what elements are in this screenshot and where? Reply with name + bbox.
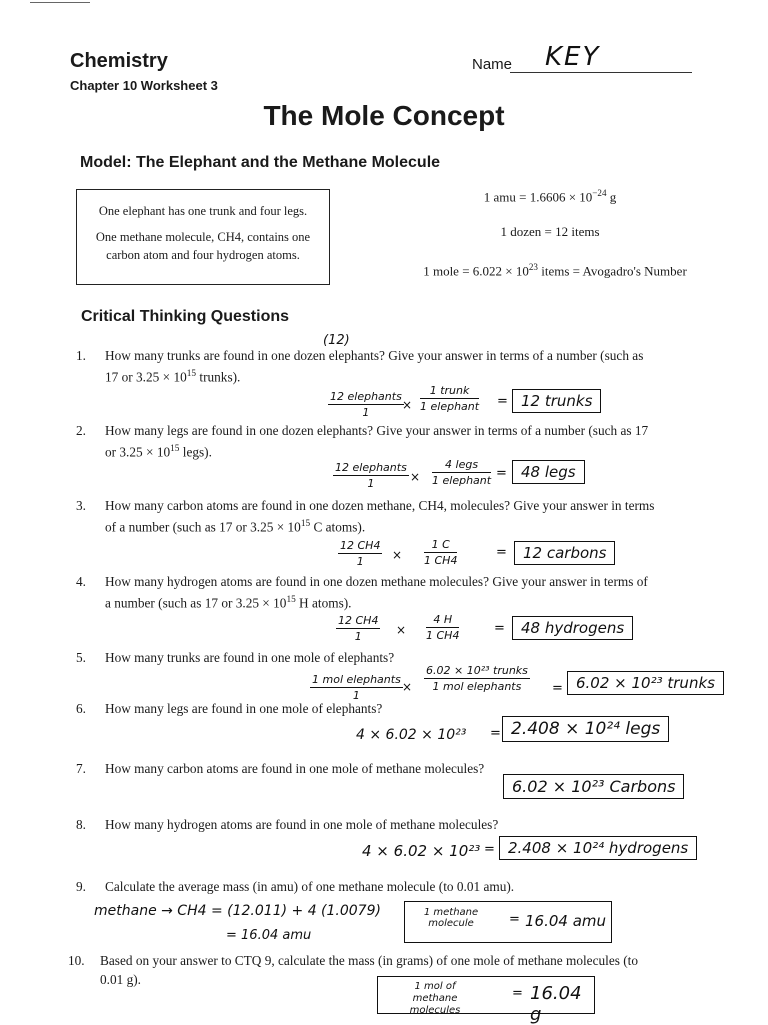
question-6: 6. How many legs are found in one mole of elephants?	[76, 701, 383, 716]
q2-equals: =	[496, 466, 507, 481]
q8-answer: 2.408 × 10²⁴ hydrogens	[499, 836, 697, 860]
q1-times: ×	[402, 398, 413, 412]
ctq-title: Critical Thinking Questions	[81, 308, 290, 325]
question-4: 4. How many hydrogen atoms are found in one dozen methane molecules? Give your answer in terms of a number (such as 17 or $3.25 \times 10^{15}$ H atoms).	[76, 574, 648, 611]
fact-amu: 1 amu = $1.6606 \times 10^{-24}$ g	[483, 188, 617, 205]
subject-title: Chemistry	[70, 50, 168, 72]
q10-equals: =	[512, 986, 523, 1001]
q4-equals: =	[494, 621, 505, 636]
question-10: 10. Based on your answer to CTQ 9, calculate the mass (in grams) of one mole of methane molecules (to 0.01 g).	[68, 953, 638, 987]
q3-fraction-2: $\frac{1 C}{1 CH4}$	[424, 538, 458, 567]
q3-equals: =	[496, 545, 507, 560]
q4-times: ×	[396, 623, 407, 637]
q9-equals: =	[509, 912, 520, 927]
q6-work: 4 × 6.02 × 10²³	[356, 727, 467, 743]
question-2: 2. How many legs are found in one dozen elephants? Give your answer in terms of a number (such as 17 or $3.25 \times 10^{15}$ legs).	[76, 423, 649, 460]
q7-answer: 6.02 × 10²³ Carbons	[503, 774, 684, 799]
q3-answer: 12 carbons	[514, 541, 615, 565]
name-line	[510, 72, 692, 73]
q5-equals: =	[552, 681, 563, 696]
q5-fraction-2: 6.02 × 10²³ trunks 1 mol elephants	[426, 664, 528, 693]
model-box-line2: One methane molecule, CH4, contains one carbon atom and four hydrogen atoms.	[95, 230, 311, 262]
q6-answer: 2.408 × 10²⁴ legs	[502, 716, 669, 742]
page-title: The Mole Concept	[263, 100, 505, 131]
q2-fraction-1: 12 elephants 1	[335, 461, 407, 490]
model-box	[76, 189, 330, 285]
q4-answer: 48 hydrogens	[512, 616, 633, 640]
question-text: How many trunks are found in one dozen elephants? Give your answer in terms of a number (such as 17 or $3.25 \times 10^{15}$ trunks).	[105, 348, 644, 385]
q10-box-left: 1 mol of methane molecules	[409, 981, 461, 1016]
q1-equals: =	[497, 394, 508, 409]
question-3: 3. How many carbon atoms are found in one dozen methane, CH4, molecules? Give your answer in terms of a number (such as 17 or $3.25 \times 10^{15}$ C atoms).	[76, 498, 655, 535]
question-8: 8. How many hydrogen atoms are found in one mole of methane molecules?	[76, 817, 499, 832]
q2-fraction-2: 4 legs 1 elephant	[432, 458, 492, 487]
q1-fraction-2: 1 trunk 1 elephant	[420, 384, 480, 413]
q9-box-left: 1 methane molecule	[423, 907, 479, 929]
chapter-label: Chapter 10 Worksheet 3	[70, 78, 218, 93]
q10-answer: 16.04 g	[530, 983, 582, 1025]
q5-times: ×	[402, 680, 413, 694]
q9-work: methane → CH4 = (12.011) + 4 (1.0079)	[94, 903, 381, 919]
question-number: 1.	[76, 348, 86, 363]
question-5: 5. How many trunks are found in one mole of elephants?	[76, 650, 395, 665]
q4-fraction-2: $\frac{4 H}{1 CH4}$	[426, 613, 460, 642]
fact-dozen: 1 dozen = 12 items	[500, 224, 600, 239]
top-rule	[30, 2, 90, 3]
q3-fraction-1: $\frac{12 CH4}{1}$	[340, 539, 381, 568]
q1-note: (12)	[323, 333, 350, 348]
q5-fraction-1: 1 mol elephants 1	[312, 673, 401, 702]
model-box-line1: One elephant has one trunk and four legs.	[98, 204, 308, 218]
name-value: KEY	[545, 42, 601, 72]
q2-answer: 48 legs	[512, 460, 585, 484]
question-1	[76, 346, 656, 386]
q3-times: ×	[392, 548, 403, 562]
q2-times: ×	[410, 470, 421, 484]
q6-equals: =	[490, 726, 501, 741]
q1-answer: 12 trunks	[512, 389, 601, 413]
q8-work: 4 × 6.02 × 10²³	[362, 842, 481, 860]
question-9: 9. Calculate the average mass (in amu) of one methane molecule (to 0.01 amu).	[76, 879, 515, 894]
q4-fraction-1: $\frac{12 CH4}{1}$	[338, 614, 379, 643]
fact-mole: 1 mole = $6.022 \times 10^{23}$ items = Avogadro's Number	[423, 262, 687, 279]
name-label: Name	[472, 56, 513, 73]
q1-fraction-1: 12 elephants 1	[330, 390, 402, 419]
q9-answer-box	[404, 901, 612, 943]
question-7: 7. How many carbon atoms are found in one mole of methane molecules?	[76, 761, 485, 776]
model-title: Model: The Elephant and the Methane Molecule	[80, 154, 441, 171]
q5-answer: 6.02 × 10²³ trunks	[567, 671, 724, 695]
q9-work-result: = 16.04 amu	[226, 928, 312, 943]
q8-equals: =	[484, 842, 495, 857]
q10-answer-box	[377, 976, 595, 1025]
q9-answer: 16.04 amu	[525, 912, 607, 930]
